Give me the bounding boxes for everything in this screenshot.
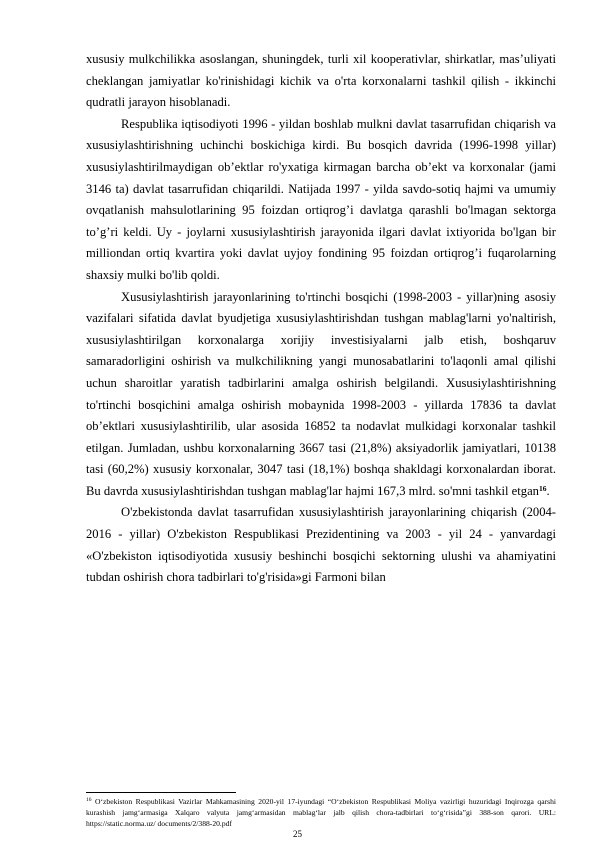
- paragraph-3-period: .: [546, 483, 550, 498]
- paragraph-2: Respublika iqtisodiyoti 1996 - yildan boshlab mulkni davlat tasarrufidan chiqarish va xususiylashtirishning uchinchi boskichiga kirdi. Bu bosqich davrida (1996-1998 yillar) xususiylashtirilmaydigan ob’ektlar ro'yxatiga kirmagan barcha ob’ekt va korxonalar (jami 3146 ta) davlat tasarrufidan chiqarildi. Natijada 1997 - yilda savdo-sotiq hajmi va umumiy ovqatlanish mahsulotlarining 95 foizdan ortiqrog’i davlatga qarashli bo'lmagan sektorga to’g’ri keldi. Uy - joylarni xususiylashtirish jarayonida ilgari davlat ixtiyorida bo'lgan bir milliondan ortiq kvartira yoki davlat uyjoy fondining 95 foizdan ortiqrog’i fuqarolarning shaxsiy mulki bo'lib qoldi.: [86, 116, 556, 282]
- paragraph-4: O'zbekistonda davlat tasarrufidan xususiylashtirish jarayonlarining chiqarish (2004-2016 - yillar) O'zbekiston Respublikasi Prezidentining va 2003 - yil 24 - yanvardagi «O'zbekiston iqtisodiyotida xususiy beshinchi bosqichi sektorning ulushi va ahamiyatini tubdan oshirish chora tadbirlari to'g'risida»gi Farmoni bilan: [86, 505, 556, 585]
- footnote-divider: [86, 792, 236, 793]
- footnote: [86, 796, 556, 829]
- paragraph-3: [86, 287, 556, 503]
- paragraph-1: xususiy mulkchilikka asoslangan, shuningdek, turli xil kooperativlar, shirkatlar, mas’uliyati cheklangan jamiyatlar ko'rinishidagi kichik va o'rta korxonalarni tashkil qilish - ikkinchi qudratli jarayon hisoblanadi.: [86, 52, 556, 110]
- footnote-reference[interactable]: 16: [538, 483, 547, 493]
- paragraph-3-text: Xususiylashtirish jarayonlarining to'rtinchi bosqichi (1998-2003 - yillar)ning asosiy vazifalari sifatida davlat byudjetiga xususiylashtirishdan tushgan mablag'larni yo'naltirish, xususiylashtirilgan korxonalarga xorijiy investisiyalarni jalb etish, boshqaruv samaradorligini oshirish va mulkchilikning yangi munosabatlarini to'laqonli amal qilishi uchun sharoitlar yaratish tadbirlarini amalga oshirish belgilandi. Xususiylashtirishning to'rtinchi bosqichini amalga oshirish mobaynida 1998-2003 - yillarda 17836 ta davlat ob’ektlari xususiylashtirilib, ular asosida 16852 ta nodavlat mulkidagi korxonalar tashkil etilgan. Jumladan, ushbu korxonalarning 3667 tasi (21,8%) aksiyadorlik jamiyatlari, 10138 tasi (60,2%) xususiy korxonalar, 3047 tasi (18,1%) boshqa shakldagi korxonalardan iborat. Bu davrda xususiylashtirishdan tushgan mablag'lar hajmi 167,3 mlrd. so'mni tashkil etgan: [86, 289, 556, 498]
- footnote-number: 16: [86, 797, 92, 803]
- page-number: 25: [293, 829, 302, 839]
- footnote-text: O‘zbekiston Respublikasi Vazirlar Mahkamasining 2020-yil 17-iyundagi “O‘zbekiston Respublikasi Moliya vazirligi huzuridagi Inqirozga qarshi kurashish jamg‘armasiga Xalqaro valyuta jamg‘armasidan mablag‘lar jalb qilish chora-tadbirlari to‘g‘risida”gi 388-son qarori. URL: https://static.norma.uz/ documents/2/388-20.pdf: [86, 797, 556, 828]
- document-body: [86, 49, 556, 589]
